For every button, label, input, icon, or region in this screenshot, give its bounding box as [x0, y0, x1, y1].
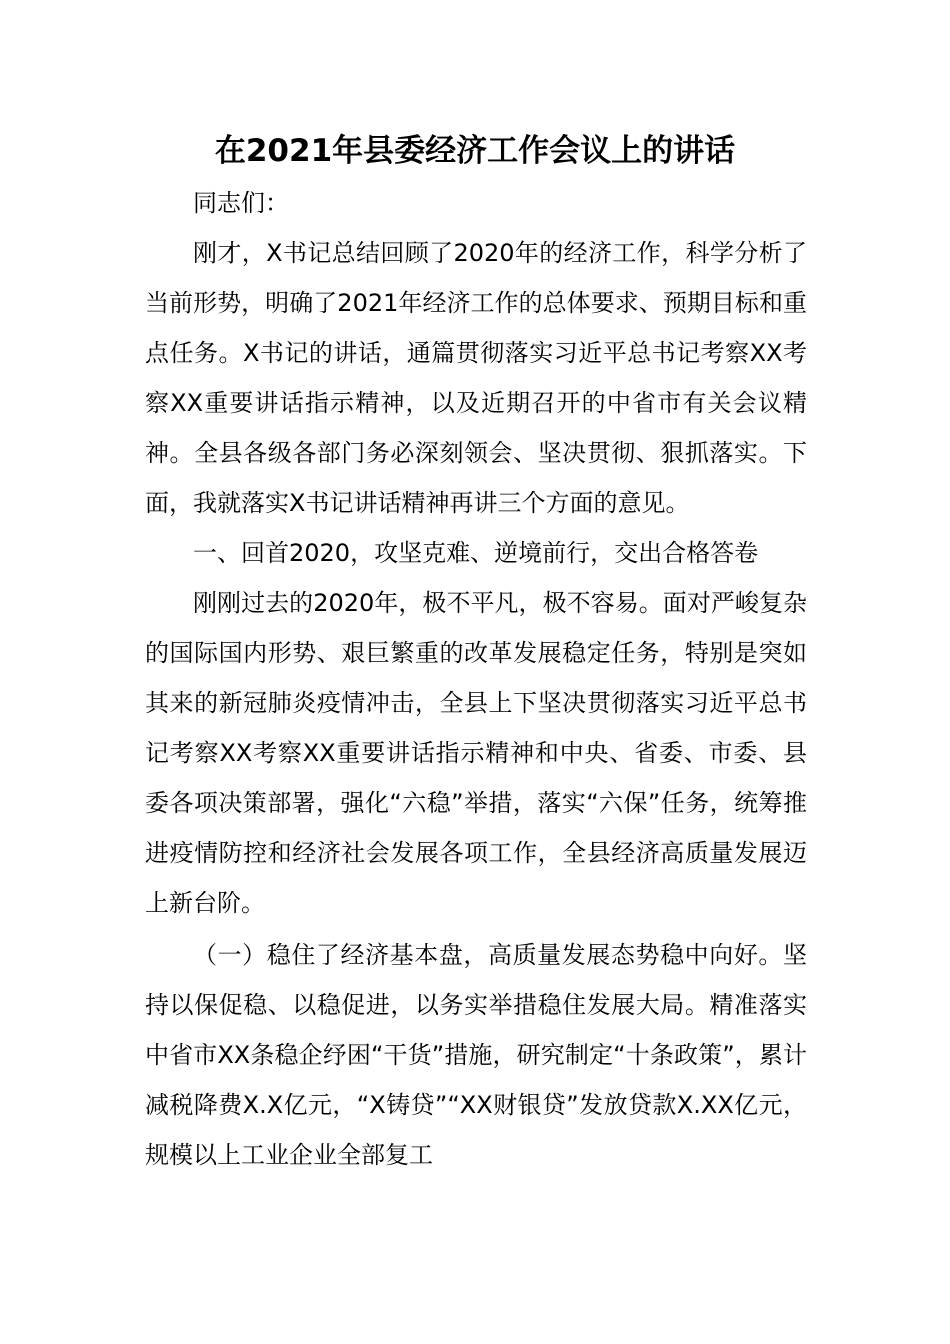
section-heading-1: 一、回首2020，攻坚克难、逆境前行，交出合格答卷 — [193, 539, 759, 567]
document-title: 在2021年县委经济工作会议上的讲话 — [214, 133, 736, 169]
review-paragraph: 刚刚过去的2020年，极不平凡，极不容易。面对严峻复杂的国际国内形势、艰巨繁重的改革发展稳定任务，特别是突如其来的新冠肺炎疫情冲击，全县上下坚决贯彻落实习近平总书记考察XX考察XX重要讲话指示精神和中央、省委、市委、县委各项决策部署，强化“六稳”举措，落实“六保”任务，统筹推进疫情防控和经济社会发展各项工作，全县经济高质量发展迈上新台阶。 — [145, 589, 807, 917]
opening-paragraph: 刚才，X书记总结回顾了2020年的经济工作，科学分析了当前形势，明确了2021年经济工作的总体要求、预期目标和重点任务。X书记的讲话，通篇贯彻落实习近平总书记考察XX考察XX重要讲话指示精神，以及近期召开的中省市有关会议精神。全县各级各部门务必深刻领会、坚决贯彻、狠抓落实。下面，我就落实X书记讲话精神再讲三个方面的意见。 — [145, 239, 807, 517]
salutation-paragraph: 同志们： — [193, 189, 289, 217]
document-body — [145, 178, 807, 1180]
subsection-paragraph-1: （一）稳住了经济基本盘，高质量发展态势稳中向好。坚持以保促稳、以稳促进，以务实举措稳住发展大局。精准落实中省市XX条稳企纾困“干货”措施，研究制定“十条政策”，累计减税降费X.X亿元，“X铸贷”“XX财银贷”发放贷款X.XX亿元，规模以上工业企业全部复工 — [145, 941, 807, 1169]
